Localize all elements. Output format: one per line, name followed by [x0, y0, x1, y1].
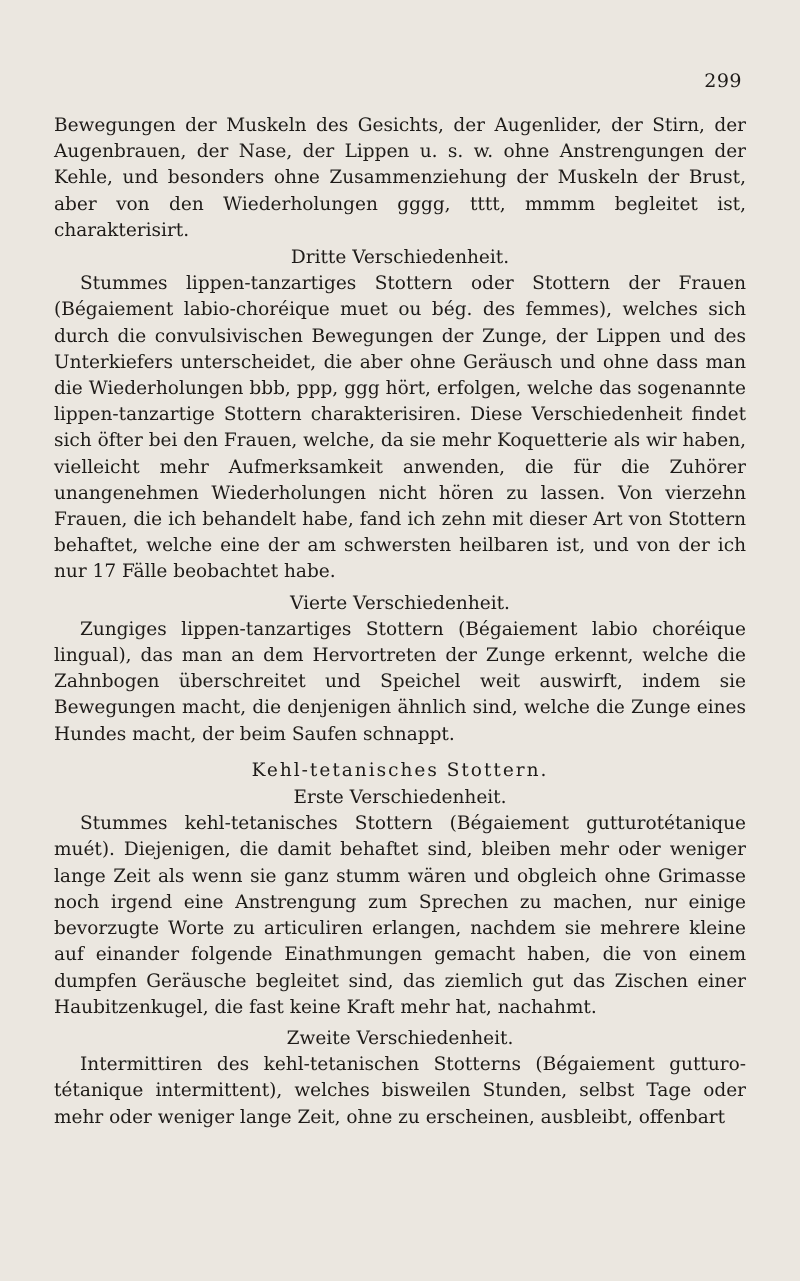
section-heading-dritte: Dritte Verschiedenheit. [290, 247, 510, 269]
section-heading-erste: Erste Verschiedenheit. [293, 787, 507, 809]
section-heading-vierte: Vierte Verschiedenheit. [290, 592, 510, 614]
page-body [54, 113, 746, 1131]
paragraph-zweite: Intermittiren des kehl-tetanischen Stotterns (Bégaiement gutturo-tétanique intermittent), welches bisweilen Stunden, selbst Tage oder mehr oder weniger lange Zeit, ohne zu erscheinen, ausbleibt, offenbart [54, 1054, 746, 1128]
paragraph-dritte: Stummes lippen-tanzartiges Stottern oder Stottern der Frauen (Bégaiement labio-choréique muet ou bég. des femmes), welches sich durch die convulsivischen Bewegungen der Zunge, der Lippen und des Unterkiefers unterscheidet, die aber ohne Geräusch und ohne dass man die Wiederholungen bbb, ppp, ggg hört, erfolgen, welche das sogenannte lippen-tanzartige Stottern charakterisiren. Diese Verschiedenheit findet sich öfter bei den Frauen, welche, da sie mehr Koquetterie als wir haben, vielleicht mehr Aufmerksamkeit anwenden, die für die Zuhörer unangenehmen Wiederholungen nicht hören zu lassen. Von vierzehn Frauen, die ich behandelt habe, fand ich zehn mit dieser Art von Stottern behaftet, welche eine der am schwersten heilbaren ist, und von der ich nur 17 Fälle beobachtet habe. [54, 273, 746, 583]
chapter-heading-kehl-tetanisch: Kehl-tetanisches Stottern. [251, 759, 549, 781]
paragraph-continuation: Bewegungen der Muskeln des Gesichts, der Augenlider, der Stirn, der Augenbrauen, der Nase, der Lippen u. s. w. ohne Anstrengungen der Kehle, und besonders ohne Zusammenziehung der Muskeln der Brust, aber von den Wiederholungen gggg, tttt, mmmm begleitet ist, charakterisirt. [54, 115, 746, 241]
paragraph-vierte: Zungiges lippen-tanzartiges Stottern (Bégaiement labio choréique lingual), das man an dem Hervortreten der Zunge erkennt, welche die Zahnbogen überschreitet und Speichel weit auswirft, indem sie Bewegungen macht, die denjenigen ähnlich sind, welche die Zunge eines Hundes macht, der beim Saufen schnappt. [54, 618, 746, 745]
section-heading-zweite: Zweite Verschiedenheit. [286, 1027, 514, 1049]
page-number: 299 [704, 70, 742, 92]
paragraph-erste: Stummes kehl-tetanisches Stottern (Bégaiement gutturotétanique muét). Diejenigen, die damit behaftet sind, bleiben mehr oder weniger lange Zeit als wenn sie ganz stumm wären und obgleich ohne Grimasse noch irgend eine Anstrengung zum Sprechen zu machen, nur einige bevorzugte Worte zu articuliren erlangen, nachdem sie mehrere kleine auf einander folgende Einathmungen gemacht haben, die von einem dumpfen Geräusche begleitet sind, das ziemlich gut das Zischen einer Haubitzenkugel, die fast keine Kraft mehr hat, nachahmt. [54, 813, 746, 1018]
